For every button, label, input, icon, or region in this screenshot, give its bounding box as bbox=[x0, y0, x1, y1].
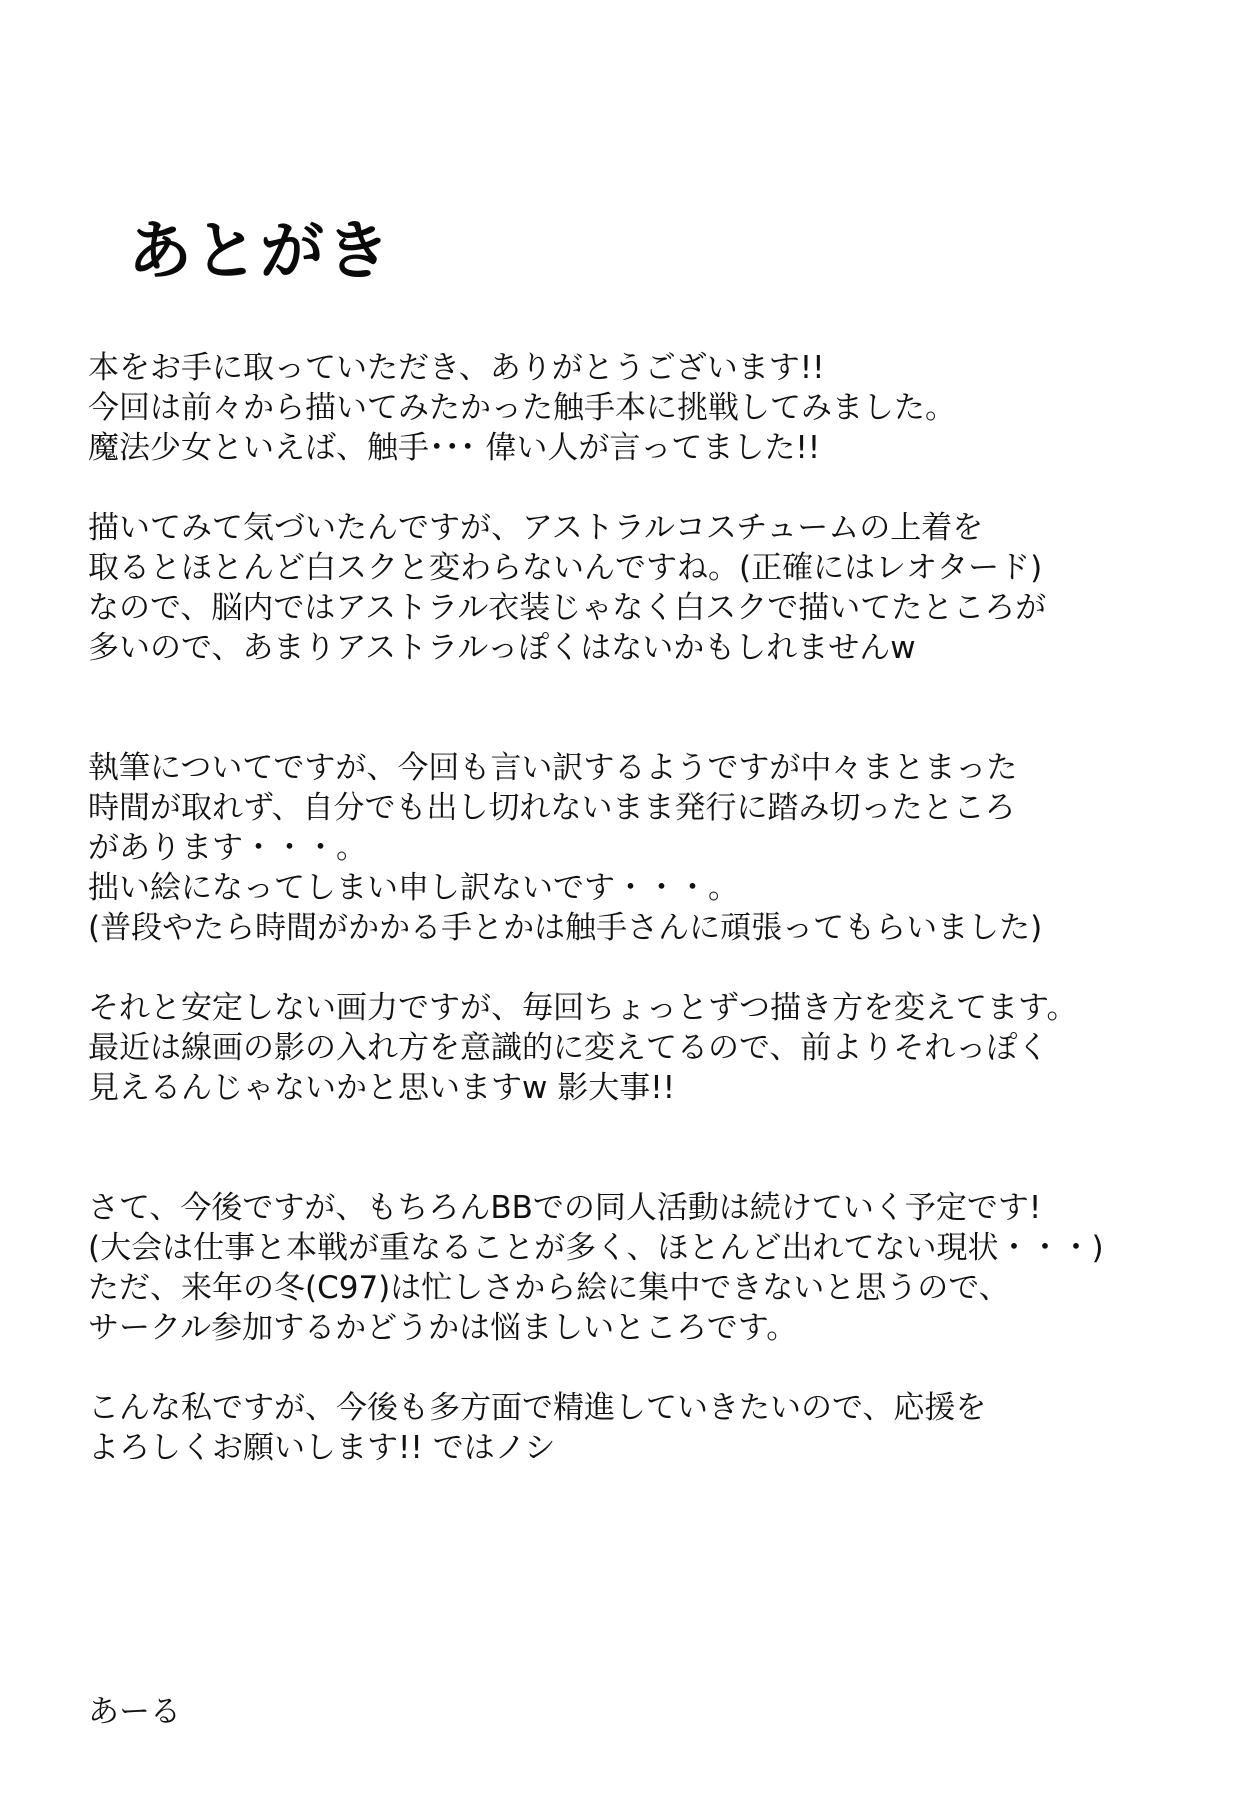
text-line: 見えるんじゃないかと思いますw 影大事!! bbox=[88, 1070, 676, 1106]
text-line: ただ、来年の冬(C97)は忙しさから絵に集中できないと思うので、 bbox=[88, 1270, 1010, 1306]
text-line: 今回は前々から描いてみたかった触手本に挑戦してみました。 bbox=[88, 390, 956, 426]
text-line: 描いてみて気づいたんですが、アストラルコスチュームの上着を bbox=[88, 510, 984, 546]
text-line: サークル参加するかどうかは悩ましいところです。 bbox=[88, 1310, 798, 1346]
text-line: 最近は線画の影の入れ方を意識的に変えてるので、前よりそれっぽく bbox=[88, 1030, 1049, 1066]
text-line: 拙い絵になってしまい申し訳ないです・・・。 bbox=[88, 870, 739, 906]
afterword-body bbox=[88, 348, 1208, 1468]
text-line: よろしくお願いします!! ではノシ bbox=[88, 1430, 556, 1466]
text-line: 執筆についてですが、今回も言い訳するようですが中々まとまった bbox=[88, 750, 1018, 786]
paragraph-closing bbox=[88, 1388, 1208, 1468]
paragraph-drawing-skill bbox=[88, 988, 1208, 1108]
author-signature: あーる bbox=[88, 1694, 181, 1730]
paragraph-future-plans bbox=[88, 1188, 1208, 1348]
text-line: (大会は仕事と本戦が重なることが多く、ほとんど出れてない現状・・・) bbox=[88, 1230, 1104, 1266]
text-line: それと安定しない画力ですが、毎回ちょっとずつ描き方を変えてます。 bbox=[88, 990, 1078, 1026]
text-line: (普段やたら時間がかかる手とかは触手さんに頑張ってもらいました) bbox=[88, 910, 1043, 946]
text-line: があります・・・。 bbox=[88, 830, 367, 866]
paragraph-writing bbox=[88, 748, 1208, 948]
text-line: こんな私ですが、今後も多方面で精進していきたいので、応援を bbox=[88, 1390, 987, 1426]
text-line: 時間が取れず、自分でも出し切れないまま発行に踏み切ったところ bbox=[88, 790, 1016, 826]
paragraph-thanks bbox=[88, 348, 1208, 468]
text-line: 魔法少女といえば、触手･･･ 偉い人が言ってました!! bbox=[88, 430, 821, 466]
text-line: なので、脳内ではアストラル衣装じゃなく白スクで描いてたところが bbox=[88, 590, 1047, 626]
text-line: さて、今後ですが、もちろんBBでの同人活動は続けていく予定です! bbox=[88, 1190, 1042, 1226]
paragraph-costume bbox=[88, 508, 1208, 668]
text-line: 多いので、あまりアストラルっぽくはないかもしれませんw bbox=[88, 630, 916, 666]
text-line: 取るとほとんど白スクと変わらないんですね。(正確にはレオタード) bbox=[88, 550, 1043, 586]
page-title: あとがき bbox=[128, 215, 392, 289]
text-line: 本をお手に取っていただき、ありがとうございます!! bbox=[88, 350, 825, 386]
